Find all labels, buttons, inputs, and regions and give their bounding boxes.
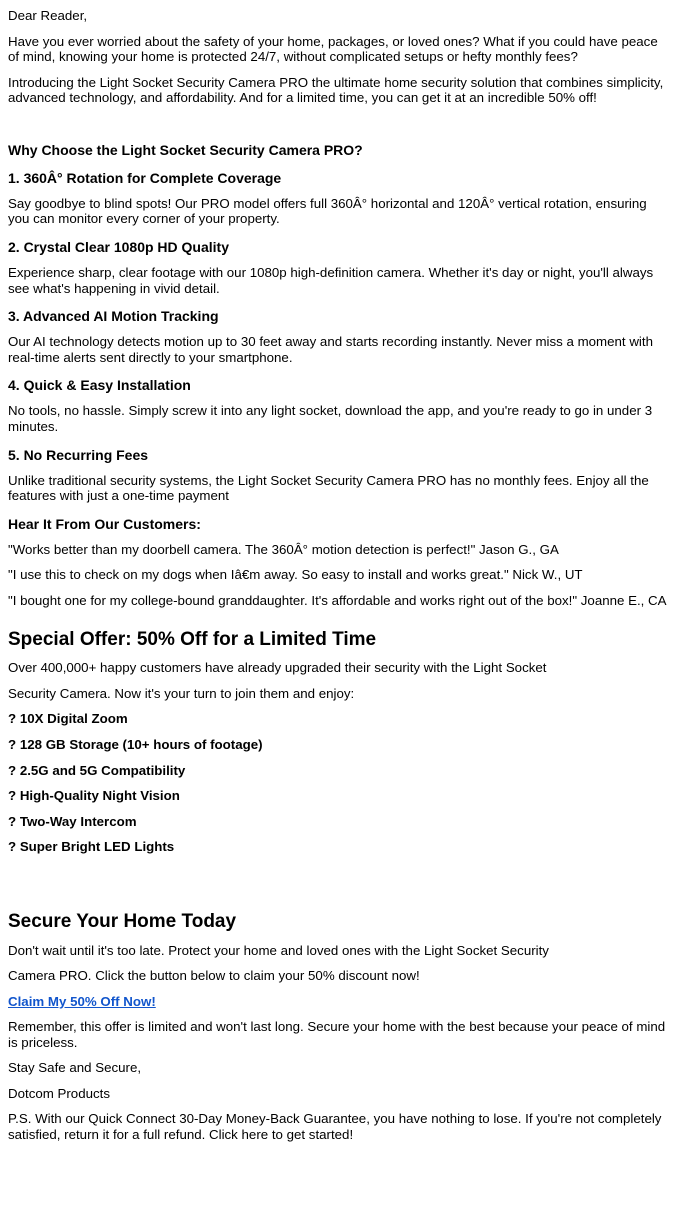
email-body	[8, 8, 669, 1142]
feature-2-description: Experience sharp, clear footage with our 1080p high-definition camera. Whether it's day or night, you'll always see what's happening in vivid detail.	[8, 265, 654, 296]
cta-paragraph: Camera PRO. Click the button below to claim your 50% discount now!	[8, 968, 420, 984]
cta-paragraph: Don't wait until it's too late. Protect your home and loved ones with the Light Socket Security	[8, 942, 549, 958]
remember-paragraph: Remember, this offer is limited and won't last long. Secure your home with the best because your peace of mind is priceless.	[8, 1019, 666, 1050]
ps-paragraph: P.S. With our Quick Connect 30-Day Money-Back Guarantee, you have nothing to lose. If you're not completely satisfied, return it for a full refund. Click here to get started!	[8, 1111, 662, 1142]
testimonials-heading: Hear It From Our Customers:	[8, 515, 201, 532]
greeting-text: Dear Reader,	[8, 8, 88, 23]
intro-paragraph: Have you ever worried about the safety of your home, packages, or loved ones? What if you could have peace of mind, knowing your home is protected 24/7, without complicated setups or hefty monthly fees?	[8, 33, 658, 65]
signoff-text: Stay Safe and Secure,	[8, 1060, 142, 1076]
testimonial-quote: "Works better than my doorbell camera. The 360Â° motion detection is perfect!" Jason G., GA	[8, 541, 559, 557]
cta-link-row	[8, 994, 669, 1010]
feature-2-heading: 2. Crystal Clear 1080p HD Quality	[8, 239, 229, 256]
testimonial-quote: "I use this to check on my dogs when Iâ€m away. So easy to install and works great." Nick W., UT	[8, 567, 583, 583]
offer-feature-item: ? 10X Digital Zoom	[8, 711, 128, 727]
offer-feature-item: ? High-Quality Night Vision	[8, 788, 180, 804]
company-name: Dotcom Products	[8, 1085, 110, 1101]
feature-4-heading: 4. Quick & Easy Installation	[8, 377, 191, 394]
feature-4-description: No tools, no hassle. Simply screw it into any light socket, download the app, and you're ready to go in under 3 minutes.	[8, 403, 653, 435]
secure-home-heading: Secure Your Home Today	[8, 910, 237, 932]
why-choose-heading: Why Choose the Light Socket Security Camera PRO?	[8, 141, 363, 158]
feature-3-heading: 3. Advanced AI Motion Tracking	[8, 308, 219, 325]
feature-3-description: Our AI technology detects motion up to 30 feet away and starts recording instantly. Never miss a moment with real-time alerts sent directly to your smartphone.	[8, 334, 653, 365]
offer-feature-item: ? Two-Way Intercom	[8, 813, 137, 829]
product-intro-paragraph: Introducing the Light Socket Security Camera PRO the ultimate home security solution that combines simplicity, advanced technology, and affordability. And for a limited time, you can get it at an incredible 50% off!	[8, 74, 664, 106]
offer-feature-item: ? 2.5G and 5G Compatibility	[8, 762, 186, 778]
feature-1-description: Say goodbye to blind spots! Our PRO model offers full 360Â° horizontal and 120Â° vertical rotation, ensuring you can monitor every corner of your property.	[8, 195, 647, 227]
special-offer-heading: Special Offer: 50% Off for a Limited Time	[8, 628, 377, 650]
feature-5-heading: 5. No Recurring Fees	[8, 446, 149, 463]
offer-feature-item: ? Super Bright LED Lights	[8, 839, 175, 855]
offer-paragraph: Over 400,000+ happy customers have already upgraded their security with the Light Socket	[8, 660, 547, 676]
offer-paragraph: Security Camera. Now it's your turn to join them and enjoy:	[8, 685, 355, 701]
offer-feature-item: ? 128 GB Storage (10+ hours of footage)	[8, 736, 263, 752]
feature-5-description: Unlike traditional security systems, the Light Socket Security Camera PRO has no monthly fees. Enjoy all the features with just a one-time payment	[8, 472, 649, 504]
feature-1-heading: 1. 360Â° Rotation for Complete Coverage	[8, 169, 282, 186]
testimonial-quote: "I bought one for my college-bound granddaughter. It's affordable and works right out of the box!" Joanne E., CA	[8, 592, 667, 608]
claim-discount-link[interactable]: Claim My 50% Off Now!	[8, 993, 156, 1009]
